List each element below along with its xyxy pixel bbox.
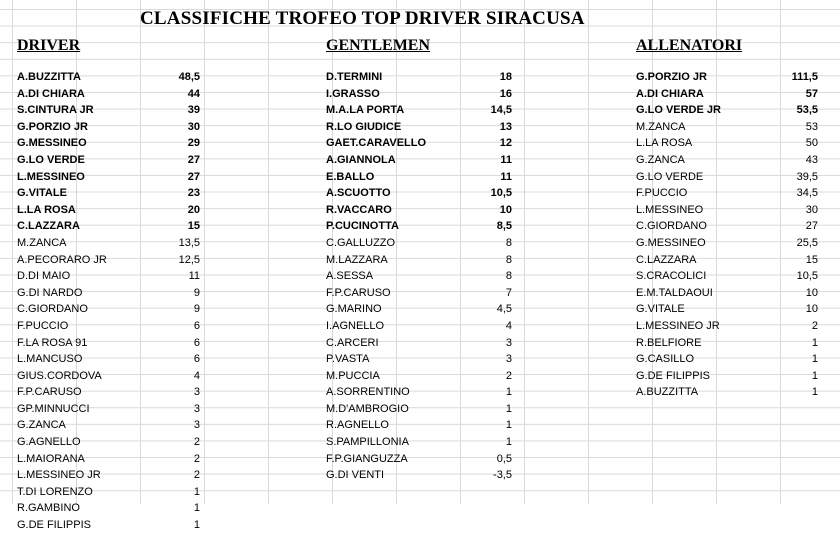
- competitor-name: A.BUZZITTA: [17, 71, 81, 83]
- competitor-name: L.MESSINEO: [17, 170, 85, 183]
- competitor-name: A.SCUOTTO: [326, 187, 391, 200]
- standing-row: [326, 351, 512, 368]
- competitor-name: L.MAIORANA: [17, 452, 85, 465]
- competitor-score: 4: [505, 319, 512, 332]
- competitor-score: 9: [193, 303, 200, 316]
- standing-row: [17, 268, 200, 285]
- standing-row: [326, 401, 512, 418]
- competitor-score: 7: [505, 286, 512, 299]
- competitor-score: 43: [805, 153, 818, 166]
- competitor-name: G.VITALE: [636, 303, 685, 316]
- standing-row: [636, 318, 818, 335]
- competitor-score: 111,5: [791, 71, 818, 83]
- competitor-name: C.ARCERI: [326, 336, 379, 349]
- competitor-score: 1: [505, 402, 512, 415]
- standing-row: [326, 467, 512, 484]
- standing-row: [636, 102, 818, 119]
- competitor-name: R.GAMBINO: [17, 502, 80, 515]
- competitor-score: 1: [193, 519, 200, 532]
- competitor-score: 53,5: [796, 104, 818, 117]
- competitor-score: 1: [193, 502, 200, 515]
- competitor-score: 4,5: [496, 303, 512, 316]
- competitor-score: -3,5: [493, 469, 512, 482]
- allenatori-column: [636, 36, 818, 401]
- competitor-name: F.P.CARUSO: [326, 286, 391, 299]
- competitor-score: 1: [505, 419, 512, 432]
- competitor-name: R.VACCARO: [326, 203, 392, 216]
- standing-row: [326, 301, 512, 318]
- competitor-score: 25,5: [796, 236, 818, 249]
- competitor-name: P.CUCINOTTA: [326, 220, 399, 233]
- competitor-name: GAET.CARAVELLO: [326, 137, 427, 150]
- competitor-score: 10: [805, 303, 818, 316]
- competitor-name: L.MESSINEO JR: [636, 319, 720, 332]
- competitor-score: 15: [187, 220, 200, 233]
- competitor-score: 3: [505, 336, 512, 349]
- standing-row: [17, 401, 200, 418]
- standing-row: [326, 252, 512, 269]
- competitor-score: 39,5: [796, 170, 818, 183]
- gentlemen-heading: GENTLEMEN: [326, 37, 431, 54]
- standing-row: [636, 135, 818, 152]
- competitor-name: T.DI LORENZO: [17, 485, 93, 498]
- competitor-score: 23: [187, 187, 200, 200]
- standing-row: [17, 202, 200, 219]
- standing-row: [17, 484, 200, 501]
- competitor-score: 8,5: [496, 220, 512, 233]
- competitor-name: L.MESSINEO JR: [17, 469, 101, 482]
- competitor-name: R.LO GIUDICE: [326, 120, 402, 133]
- competitor-score: 10: [805, 286, 818, 299]
- standing-row: [17, 318, 200, 335]
- standing-row: [326, 417, 512, 434]
- standing-row: [636, 235, 818, 252]
- competitor-score: 29: [187, 137, 200, 150]
- standing-row: [636, 301, 818, 318]
- standing-row: [326, 69, 512, 86]
- standing-row: [636, 218, 818, 235]
- competitor-score: 2: [193, 436, 200, 449]
- competitor-name: A.DI CHIARA: [636, 87, 704, 100]
- page-title: CLASSIFICHE TROFEO TOP DRIVER SIRACUSA: [140, 8, 585, 29]
- competitor-score: 30: [187, 120, 200, 133]
- standing-row: [636, 351, 818, 368]
- competitor-name: C.GIORDANO: [17, 303, 88, 316]
- competitor-name: G.ZANCA: [636, 153, 685, 166]
- standing-row: [326, 185, 512, 202]
- competitor-name: M.LAZZARA: [326, 253, 388, 266]
- competitor-name: S.PAMPILLONIA: [326, 436, 409, 449]
- competitor-name: L.MESSINEO: [636, 203, 704, 216]
- standing-row: [17, 135, 200, 152]
- competitor-score: 1: [505, 386, 512, 399]
- competitor-score: 6: [193, 319, 200, 332]
- competitor-score: 16: [499, 87, 512, 100]
- standing-row: [17, 335, 200, 352]
- competitor-name: G.CASILLO: [636, 353, 695, 366]
- competitor-score: 50: [805, 137, 818, 150]
- competitor-name: A.DI CHIARA: [17, 87, 85, 100]
- competitor-score: 8: [505, 236, 512, 249]
- competitor-score: 57: [805, 87, 818, 100]
- competitor-name: P.VASTA: [326, 353, 370, 366]
- competitor-score: 13,5: [178, 236, 200, 249]
- competitor-name: GIUS.CORDOVA: [17, 369, 102, 382]
- competitor-score: 2: [193, 452, 200, 465]
- competitor-score: 4: [193, 369, 200, 382]
- standing-row: [636, 69, 818, 86]
- competitor-score: 11: [500, 153, 512, 166]
- competitor-score: 14,5: [490, 104, 512, 117]
- standing-row: [636, 119, 818, 136]
- competitor-score: 8: [505, 270, 512, 283]
- standing-row: [17, 252, 200, 269]
- competitor-name: F.P.CARUSO: [17, 386, 82, 399]
- standing-row: [636, 185, 818, 202]
- competitor-name: C.GIORDANO: [636, 220, 707, 233]
- standing-row: [636, 384, 818, 401]
- competitor-name: R.BELFIORE: [636, 336, 702, 349]
- competitor-name: A.BUZZITTA: [636, 386, 699, 399]
- standing-row: [636, 268, 818, 285]
- allenatori-heading: ALLENATORI: [636, 37, 743, 54]
- competitor-name: G.ZANCA: [17, 419, 66, 432]
- competitor-name: G.MESSINEO: [17, 137, 87, 150]
- standing-row: [326, 86, 512, 103]
- standing-row: [17, 451, 200, 468]
- standing-row: [17, 185, 200, 202]
- competitor-name: S.CINTURA JR: [17, 104, 94, 117]
- standing-row: [17, 69, 200, 86]
- competitor-name: G.PORZIO JR: [636, 71, 707, 83]
- competitor-score: 27: [805, 220, 818, 233]
- competitor-score: 8: [505, 253, 512, 266]
- competitor-score: 1: [811, 353, 818, 366]
- competitor-name: G.MESSINEO: [636, 236, 706, 249]
- competitor-score: 6: [193, 353, 200, 366]
- standing-row: [326, 451, 512, 468]
- standing-row: [326, 368, 512, 385]
- standing-row: [326, 335, 512, 352]
- standing-row: [17, 467, 200, 484]
- competitor-score: 1: [811, 336, 818, 349]
- standing-row: [17, 235, 200, 252]
- competitor-name: GP.MINNUCCI: [17, 402, 90, 415]
- competitor-score: 20: [187, 203, 200, 216]
- standing-row: [636, 169, 818, 186]
- competitor-name: I.AGNELLO: [326, 319, 385, 332]
- competitor-name: M.ZANCA: [636, 120, 686, 133]
- standing-row: [326, 318, 512, 335]
- competitor-score: 1: [811, 369, 818, 382]
- competitor-score: 6: [193, 336, 200, 349]
- standing-row: [17, 285, 200, 302]
- competitor-name: G.LO VERDE JR: [636, 104, 721, 117]
- standing-row: [326, 218, 512, 235]
- competitor-score: 15: [805, 253, 818, 266]
- competitor-name: G.MARINO: [326, 303, 382, 316]
- standing-row: [17, 301, 200, 318]
- standing-row: [326, 235, 512, 252]
- standing-row: [636, 368, 818, 385]
- competitor-score: 3: [193, 419, 200, 432]
- standing-row: [636, 285, 818, 302]
- standing-row: [636, 202, 818, 219]
- competitor-score: 0,5: [496, 452, 512, 465]
- competitor-name: L.LA ROSA: [636, 137, 693, 150]
- competitor-name: F.PUCCIO: [636, 187, 688, 200]
- standing-row: [17, 434, 200, 451]
- standing-row: [17, 351, 200, 368]
- competitor-score: 48,5: [178, 71, 200, 83]
- standing-row: [326, 135, 512, 152]
- standing-row: [17, 368, 200, 385]
- competitor-score: 12: [499, 137, 512, 150]
- competitor-name: G.LO VERDE: [17, 153, 85, 166]
- standing-row: [17, 86, 200, 103]
- competitor-name: M.ZANCA: [17, 236, 67, 249]
- competitor-score: 2: [811, 319, 818, 332]
- standing-row: [636, 86, 818, 103]
- competitor-name: A.SORRENTINO: [326, 386, 410, 399]
- competitor-name: F.P.GIANGUZZA: [326, 452, 408, 465]
- competitor-name: G.VITALE: [17, 187, 67, 200]
- standing-row: [326, 285, 512, 302]
- competitor-name: R.AGNELLO: [326, 419, 389, 432]
- standing-row: [17, 119, 200, 136]
- competitor-name: M.PUCCIA: [326, 369, 380, 382]
- competitor-score: 13: [499, 120, 512, 133]
- competitor-name: C.LAZZARA: [636, 253, 697, 266]
- standing-row: [17, 102, 200, 119]
- standing-row: [326, 169, 512, 186]
- competitor-score: 1: [811, 386, 818, 399]
- competitor-name: D.DI MAIO: [17, 270, 71, 283]
- competitor-name: C.LAZZARA: [17, 220, 80, 233]
- standing-row: [17, 417, 200, 434]
- competitor-name: C.GALLUZZO: [326, 236, 396, 249]
- competitor-score: 2: [193, 469, 200, 482]
- competitor-name: G.PORZIO JR: [17, 120, 88, 133]
- competitor-score: 3: [193, 402, 200, 415]
- standing-row: [636, 335, 818, 352]
- competitor-score: 39: [187, 104, 200, 117]
- standing-row: [636, 152, 818, 169]
- competitor-name: G.DI VENTI: [326, 469, 385, 482]
- competitor-name: M.A.LA PORTA: [326, 104, 405, 117]
- competitor-score: 3: [193, 386, 200, 399]
- gentlemen-rows: [326, 69, 512, 484]
- competitor-score: 44: [187, 87, 200, 100]
- competitor-name: G.LO VERDE: [636, 170, 704, 183]
- standing-row: [17, 218, 200, 235]
- competitor-name: G.DE FILIPPIS: [636, 369, 710, 382]
- competitor-score: 53: [805, 120, 818, 133]
- competitor-name: A.GIANNOLA: [326, 153, 396, 166]
- competitor-name: G.DE FILIPPIS: [17, 519, 91, 532]
- standing-row: [17, 152, 200, 169]
- standing-row: [326, 434, 512, 451]
- competitor-name: D.TERMINI: [326, 71, 383, 83]
- standing-row: [17, 169, 200, 186]
- competitor-score: 2: [505, 369, 512, 382]
- competitor-score: 10,5: [796, 270, 818, 283]
- competitor-score: 34,5: [796, 187, 818, 200]
- allenatori-rows: [636, 69, 818, 401]
- standing-row: [326, 102, 512, 119]
- competitor-name: L.MANCUSO: [17, 353, 83, 366]
- competitor-score: 11: [500, 170, 512, 183]
- competitor-score: 18: [499, 71, 512, 83]
- driver-rows: [17, 69, 200, 534]
- standing-row: [326, 152, 512, 169]
- competitor-score: 27: [187, 153, 200, 166]
- competitor-name: E.M.TALDAOUI: [636, 286, 713, 299]
- competitor-name: A.SESSA: [326, 270, 374, 283]
- competitor-name: G.DI NARDO: [17, 286, 83, 299]
- competitor-name: F.LA ROSA 91: [17, 336, 88, 349]
- competitor-name: M.D'AMBROGIO: [326, 402, 409, 415]
- competitor-score: 10: [499, 203, 512, 216]
- standing-row: [326, 119, 512, 136]
- competitor-name: S.CRACOLICI: [636, 270, 707, 283]
- competitor-score: 10,5: [490, 187, 512, 200]
- competitor-score: 27: [187, 170, 200, 183]
- standing-row: [326, 268, 512, 285]
- competitor-name: F.PUCCIO: [17, 319, 69, 332]
- standing-row: [326, 384, 512, 401]
- competitor-score: 30: [805, 203, 818, 216]
- competitor-name: I.GRASSO: [326, 87, 380, 100]
- standing-row: [326, 202, 512, 219]
- competitor-score: 12,5: [178, 253, 200, 266]
- standing-row: [17, 517, 200, 534]
- competitor-name: E.BALLO: [326, 170, 375, 183]
- standing-row: [636, 252, 818, 269]
- driver-heading: DRIVER: [17, 37, 81, 54]
- competitor-score: 1: [193, 485, 200, 498]
- standing-row: [17, 500, 200, 517]
- competitor-name: L.LA ROSA: [17, 203, 76, 216]
- competitor-name: G.AGNELLO: [17, 436, 81, 449]
- competitor-score: 3: [505, 353, 512, 366]
- driver-column: [17, 36, 200, 534]
- competitor-score: 11: [188, 270, 200, 283]
- gentlemen-column: [326, 36, 512, 484]
- competitor-score: 1: [505, 436, 512, 449]
- competitor-score: 9: [193, 286, 200, 299]
- competitor-name: A.PECORARO JR: [17, 253, 107, 266]
- standing-row: [17, 384, 200, 401]
